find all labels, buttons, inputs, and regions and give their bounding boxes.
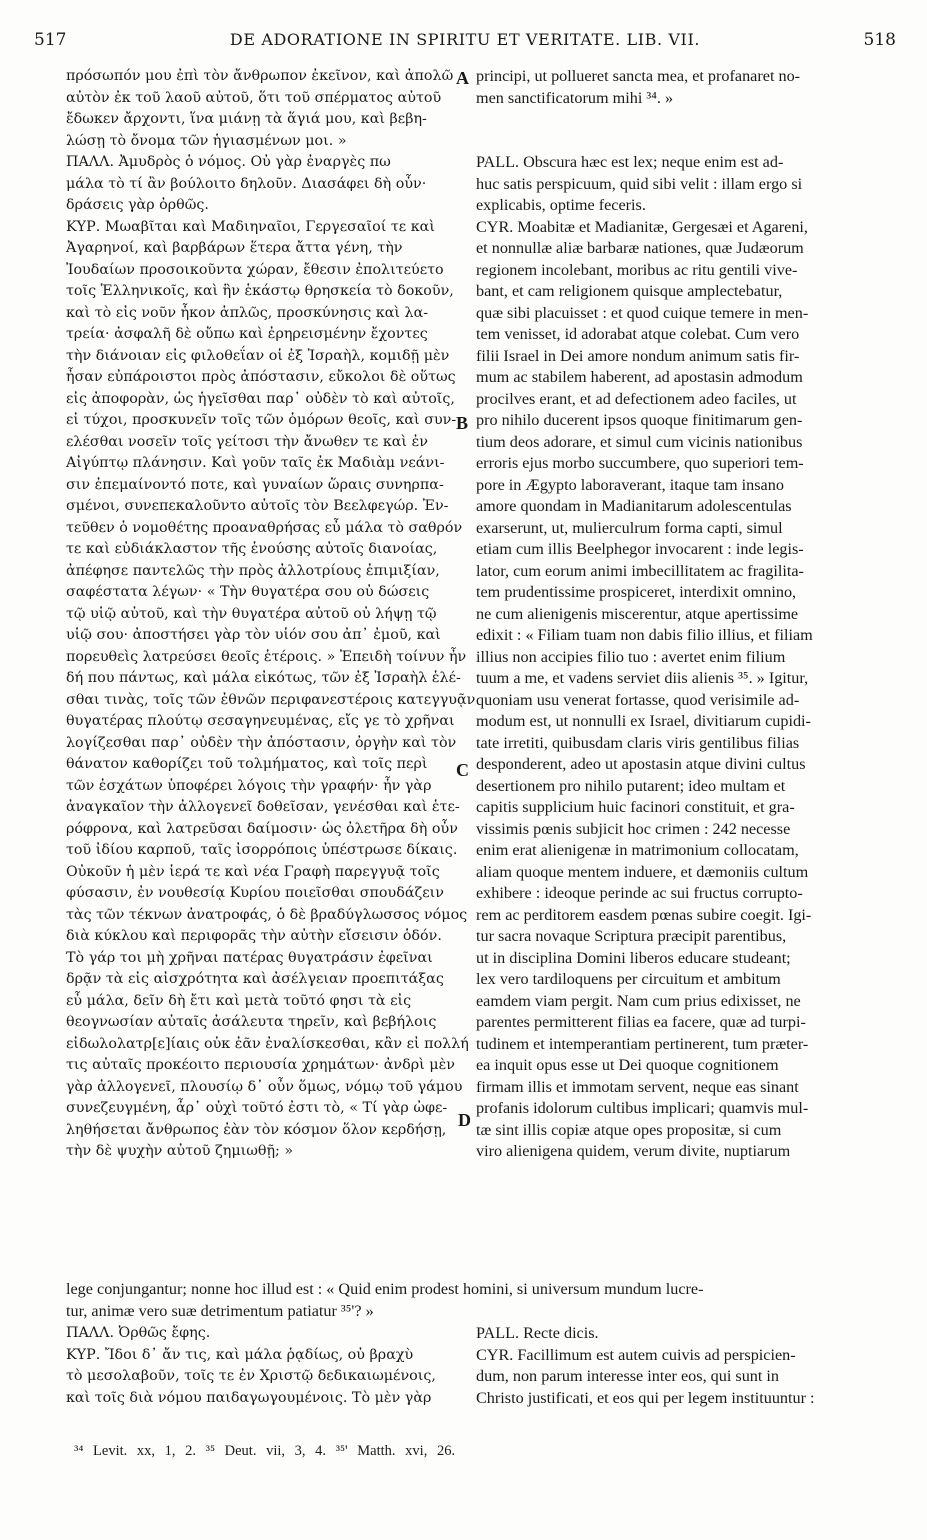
latin-line: men sanctificatorum mihi ³⁴. »	[476, 88, 674, 107]
latin-line: illius non accipies filio tuo : avertet enim filium	[476, 647, 786, 666]
margin-letter-c: C	[456, 760, 469, 780]
latin-line: tæ sint illis copiæ atque opes propositæ, si cum	[476, 1120, 782, 1139]
latin-line: tuum a me, et vadens serviet diis alienis ³⁵. » Igitur,	[476, 669, 809, 687]
greek-line: δή που πάντως, καὶ μάλα εἰκότως, τῶν ἐξ Ἰσραὴλ ἑλέ-	[66, 670, 461, 686]
greek-line: τοῖς Ἑλληνικοῖς, καὶ ἣν ἑκάστῳ θρησκεία τὸ δοκοῦν,	[66, 283, 454, 299]
latin-line: tate irretiti, quibusdam claris viris gentilibus filias	[476, 733, 800, 752]
latin-line: PALL. Obscura hæc est lex; neque enim est ad-	[476, 153, 784, 171]
latin-line: tudinem et intemperantiam pertinerent, tum præter-	[476, 1034, 809, 1053]
latin-line: tem venisset, id adorabat atque colebat. Cum vero	[476, 325, 800, 343]
latin-line: modum est, ut nonnulli ex Israel, divitiarum cupidi-	[476, 712, 811, 730]
running-title: DE ADORATIONE IN SPIRITU ET VERITATE. LIB. VII.	[229, 30, 701, 49]
latin-line: ea inquit opus esse ut Dei quoque cognitionem	[476, 1056, 779, 1074]
latin-line: tur sacra novaque Scriptura præcipit parentibus,	[476, 927, 787, 945]
footnotes: ³⁴ Levit. xx, 1, 2. ³⁵ Deut. vii, 3, 4. ³⁵' Matth. xvi, 26.	[74, 1443, 456, 1459]
greek-line: καὶ τὸ εἰς νοῦν ἧκον ἁπλῶς, προσκύνησις καὶ λα-	[66, 304, 429, 321]
greek-line: Αἰγύπτῳ πλάνησιν. Καὶ γοῦν ταῖς ἐκ Μαδιὰμ νεάνι-	[66, 455, 445, 471]
latin-line: enim erat alienigenæ in matrimonium collocatam,	[476, 841, 799, 859]
latin-line: etiam cum illis Beelphegor invocarent : inde legis-	[476, 540, 804, 558]
greek-line: σαφέστατα λέγων· « Τὴν θυγατέρα σου οὐ δώσεις	[66, 584, 430, 600]
latin-line: desponderent, adeo ut apostasin atque divini cultus	[476, 755, 806, 773]
greek-line: πρόσωπόν μου ἐπὶ τὸν ἄνθρωπον ἐκεῖνον, καὶ ἀπολῶ	[66, 68, 454, 84]
greek-line: τὰς τῶν τέκνων ἀνατροφάς, ὁ δὲ βραδύγλωσσος νόμος	[66, 906, 468, 923]
margin-letter-a: A	[456, 68, 469, 88]
greek-line: σθαι τινὰς, τοῖς τῶν ἐθνῶν περιφανεστέροις κατεγγυᾷν	[66, 691, 476, 708]
page-number-left: 517	[34, 30, 67, 50]
latin-line: procilves erant, et ad defectionem adeo faciles, ut	[476, 389, 797, 408]
latin-line: lex vero tardiloquens per circuitum et ambitum	[476, 970, 781, 988]
greek-line: εἰ τύχοι, προσκυνεῖν τοῖς τῶν ὁμόρων θεοῖς, καὶ συν-	[66, 412, 457, 428]
greek-line: ἀναγκαῖον τὴν ἀλλογενεῖ δοθεῖσαν, γενέσθαι καὶ ἑτε-	[66, 799, 460, 815]
greek-line: ΠΑΛΛ. Ἀμυδρὸς ὁ νόμος. Οὐ γὰρ ἐναργὲς πω	[66, 154, 391, 170]
greek-line: τεῦθεν ὁ νομοθέτης προαναθρήσας εὖ μάλα τὸ σαθρόν	[66, 519, 463, 536]
continuation-line: lege conjungantur; nonne hoc illud est : « Quid enim prodest homini, si universum mundum lucre-	[66, 1280, 704, 1298]
greek-line: συνεζευγμένη, ἆρ᾽ οὐχὶ τοῦτό ἐστι τὸ, « Τί γὰρ ὠφε-	[66, 1100, 448, 1116]
latin-line: et nonnullæ aliæ barbaræ nationes, quæ Judæorum	[476, 239, 804, 257]
greek-line: τε καὶ εὐδιάκλαστον τῆς ἑνούσης αὐτοῖς διανοίας,	[66, 541, 438, 557]
latin-line	[476, 131, 894, 153]
continuation-line: tur, animæ vero suæ detrimentum patiatur ³⁵'? »	[66, 1301, 374, 1320]
latin-line: profanis idolorum cultibus implicari; quamvis mul-	[476, 1099, 809, 1117]
latin-line: exhibere : ideoque perinde ac sui fructus corrupto-	[476, 884, 803, 902]
page-number-right: 518	[863, 30, 896, 50]
latin-line: lator, cum eorum animi imbecillitatem ac fragilita-	[476, 561, 804, 580]
latin-line: firmam illis et immotam servent, neque eas sinant	[476, 1077, 799, 1096]
latin-line: CYR. Moabitæ et Madianitæ, Gergesæi et Agareni,	[476, 217, 808, 236]
greek-line: σμένοι, συνεπεκαλοῦντο αὐτοῖς τὸν Βεελφεγώρ. Ἐν-	[66, 498, 449, 514]
final-latin-paragraph	[476, 1323, 894, 1409]
greek-line: ἦσαν εὐπάροιστοι πρὸς ἀπόστασιν, εὔκολοι δὲ οὕτως	[66, 369, 456, 385]
latin-line: quæ sibi placuisset : et quod cuique temere in men-	[476, 303, 809, 322]
greek-line: θεογνωσίαν αὐταῖς ἀσάλευτα τηρεῖν, καὶ βεβήλοις	[66, 1014, 437, 1030]
latin-line: tium deos adorare, et simul cum vicinis nationibus	[476, 432, 803, 451]
latin-line: amore quondam in Madianitarum adolescentulas	[476, 497, 792, 515]
latin-line: eamdem viam pergit. Nam cum prius edixisset, ne	[476, 991, 801, 1010]
greek-line: μάλα τὸ τί ἂν βούλοιτο δηλοῦν. Διασάφει δὴ οὖν·	[66, 175, 427, 192]
greek-line: υἱῷ σου· ἀποστήσει γὰρ τὸν υἱόν σου ἀπ᾽ ἐμοῦ, καὶ	[66, 627, 441, 643]
greek-line: Ἀγαρηνοί, καὶ βαρβάρων ἕτερα ἄττα γένη, τὴν	[66, 240, 403, 256]
greek-line: Τὸ γάρ τοι μὴ χρῆναι πατέρας θυγατράσιν ἐφεῖναι	[66, 949, 433, 966]
greek-line: ληθήσεται ἄνθρωπος ἐὰν τὸν κόσμον ὅλον κερδήσῃ,	[66, 1121, 447, 1138]
greek-line: λογίζεσθαι παρ᾽ οὐδὲν τὴν ἀπόστασιν, ὀργὴν καὶ τὸν	[66, 734, 457, 751]
greek-line: ΠΑΛΛ. Ὀρθῶς ἔφης.	[66, 1325, 211, 1341]
greek-line: ΚΥΡ. Μωαβῖται καὶ Μαδιηναῖοι, Γεργεσαῖοί τε καὶ	[66, 218, 435, 235]
greek-line: ἔδωκεν ἄρχοντι, ἵνα μιάνῃ τὰ ἅγιά μου, καὶ βεβη-	[66, 111, 427, 127]
greek-line: θάνατον καθορίζει τοῦ τολμήματος, καὶ τοῖς περὶ	[66, 756, 428, 772]
greek-line: Ἰουδαίων προσοικοῦντα χώραν, ἔθεσιν ἐπολιτεύετο	[66, 261, 444, 278]
latin-line: quoniam usu venerat fortasse, quod verisimile ad-	[476, 690, 800, 709]
latin-line: pro nihilo ducerent ipsos quoque finitimarum gen-	[476, 411, 803, 429]
greek-line: τοῦ ἰδίου καρποῦ, ταῖς ἰσορρόποις ὑπέστρωσε δίκαις.	[66, 842, 458, 858]
latin-line: aliam quoque mentem induere, et dæmoniis cultum	[476, 862, 809, 881]
greek-line: τις αὐταῖς προκέοιτο περιουσία χρημάτων· ἀνδρὶ μὲν	[66, 1057, 455, 1073]
greek-line: δράσεις γὰρ ὀρθῶς.	[66, 197, 209, 213]
greek-line: ΚΥΡ. Ἴδοι δ᾽ ἄν τις, καὶ μάλα ῥᾳδίως, οὐ βραχὺ	[66, 1346, 414, 1363]
greek-line: Οὐκοῦν ἡ μὲν ἱερά τε καὶ νέα Γραφὴ παρεγγυᾷ τοῖς	[66, 863, 440, 880]
greek-line: τρεία· ἀσφαλῆ δὲ οὔπω καὶ ἐρηρεισμένην ἔχοντες	[66, 326, 428, 342]
latin-line: dum, non parum interesse inter eos, qui sunt in	[476, 1367, 780, 1385]
latin-line: rem ac perditorem easdem pœnas subire coegit. Igi-	[476, 905, 812, 924]
latin-line: pore in Ægypto laboraverant, itaque tam insano	[476, 475, 784, 494]
latin-line: bant, et cam religionem quisque amplectebatur,	[476, 282, 783, 300]
bottom-full-width-text	[66, 1279, 896, 1322]
greek-line: τῷ υἱῷ αὐτοῦ, καὶ τὴν θυγατέρα αὐτοῦ οὐ λήψῃ τῷ	[66, 605, 437, 622]
latin-line: parentes permitterent filias ea facere, quæ ad turpi-	[476, 1013, 806, 1031]
greek-line: εὖ μάλα, δεῖν δὴ ἔτι καὶ μετὰ τοῦτό φησι τὰ εἰς	[66, 992, 412, 1009]
latin-line: erroris ejus morbo succumbere, quo superiori tem-	[476, 454, 804, 472]
latin-line: desertionem pro nihilo putarent; ideo multam et	[476, 776, 786, 795]
latin-line: huc satis perspicuum, quid sibi velit : illam ergo si	[476, 174, 803, 193]
latin-line: ut in disciplina Domini liberos educare studeant;	[476, 948, 791, 967]
latin-line: principi, ut pollueret sancta mea, et profanaret no-	[476, 67, 801, 85]
greek-line: φύσασιν, ἐν νουθεσίᾳ Κυρίου ποιεῖσθαι σπουδάζειν	[66, 885, 444, 901]
greek-line: θυγατέρας πλούτῳ σεσαγηνευμένας, εἴς γε τὸ χρῆναι	[66, 713, 455, 729]
latin-line: Christo justificati, et eos qui per legem instituuntur :	[476, 1388, 815, 1407]
greek-line: γὰρ ἀλλογενεῖ, πλουσίῳ δ᾽ οὖν ὅμως, νόμῳ τοῦ γάμου	[66, 1078, 463, 1095]
latin-line	[476, 109, 894, 131]
latin-line: regionem incolebant, moribus ac ritu gentili vive-	[476, 260, 798, 279]
greek-line: λώσῃ τὸ ὄνομα τῶν ἡγιασμένων μοι. »	[66, 132, 347, 149]
latin-line: edixit : « Filiam tuam non dabis filio illius, et filiam	[476, 626, 813, 644]
final-greek-paragraph	[66, 1323, 458, 1409]
latin-line: filii Israel in Dei amore nondum animum satis fir-	[476, 346, 800, 365]
latin-line: ne cum alienigenis miscerentur, atque apertissime	[476, 604, 799, 623]
latin-line: mum ac stabilem haberent, ad apostasin admodum	[476, 368, 803, 386]
running-header	[34, 30, 896, 52]
latin-line: PALL. Recte dicis.	[476, 1324, 599, 1342]
greek-line: τὴν δὲ ψυχὴν αὐτοῦ ζημιωθῇ; »	[66, 1143, 294, 1159]
latin-line: CYR. Facillimum est autem cuivis ad perspicien-	[476, 1345, 796, 1364]
greek-column	[66, 66, 476, 1163]
latin-line: exarserunt, ut, mulierculrum forma capti, simul	[476, 518, 783, 537]
greek-line: ἀπέφησε παντελῶς τὴν πρὸς ἀλλοτρίους ἐπιμιξίαν,	[66, 562, 440, 579]
greek-line: τὸ μεσολαβοῦν, τοῖς τε ἐν Χριστῷ δεδικαιωμένοις,	[66, 1368, 436, 1384]
greek-line: καὶ τοῖς διὰ νόμου παιδαγωγουμένοις. Τὸ μὲν γὰρ	[66, 1389, 432, 1406]
margin-letter-b: B	[456, 413, 469, 433]
greek-line: σιν ἐπεμαίνοντό ποτε, καὶ γυναίων ὥραις συνηρπα-	[66, 476, 444, 493]
latin-column	[476, 66, 894, 1163]
greek-line: δρᾷν τὰ εἰς αἰσχρότητα καὶ ἀσέλγειαν προεπιτάξας	[66, 971, 444, 987]
latin-line: vissimis pœnis subjicit hoc crimen : 242 necesse	[476, 819, 791, 838]
greek-line: εἰς ἀποφορὰν, ὡς ἡγεῖσθαι παρ᾽ οὐδὲν τὸ καὶ αὐτοῖς,	[66, 390, 455, 407]
latin-line: explicabis, optime feceris.	[476, 196, 646, 214]
greek-line: τὴν διάνοιαν εἰς φιλοθεΐαν οἱ ἐξ Ἰσραὴλ, κομιδῇ μὲν	[66, 347, 450, 364]
greek-line: ρόφρονα, καὶ λατρεῦσαι δαίμοσιν· ὡς ὀλετῆρα δὴ οὖν	[66, 820, 458, 837]
latin-line: capitis supplicium huic facinori constituit, et gra-	[476, 798, 795, 816]
greek-line: εἰδωλολατρ[ε]ίαις οὐκ ἐᾶν ἐναλίσκεσθαι, κἂν εἰ πολλή	[66, 1035, 469, 1052]
greek-line: διὰ κύκλου καὶ περιφορᾶς τὴν αὐτὴν εἴσεισιν ὁδόν.	[66, 928, 442, 944]
latin-line: viro alienigena quidem, verum divite, nuptiarum	[476, 1142, 791, 1160]
margin-letter-d: D	[458, 1110, 471, 1130]
latin-line: tem prudentissime prospiceret, interdixit omnino,	[476, 583, 797, 601]
greek-line: αὐτὸν ἐκ τοῦ λαοῦ αὐτοῦ, ὅτι τοῦ σπέρματος αὐτοῦ	[66, 89, 442, 106]
greek-line: πορευθεὶς λατρεύσει θεοῖς ἑτέροις. » Ἐπειδὴ τοίνυν ἦν	[66, 648, 467, 665]
greek-line: ελέσθαι νοσεῖν τοῖς γείτοσι τὴν ἄνωθεν τε καὶ ἐν	[66, 433, 428, 450]
greek-line: τῶν ἐσχάτων ὑποφέρει λόγοις τὴν γραφήν· ἦν γὰρ	[66, 777, 432, 794]
